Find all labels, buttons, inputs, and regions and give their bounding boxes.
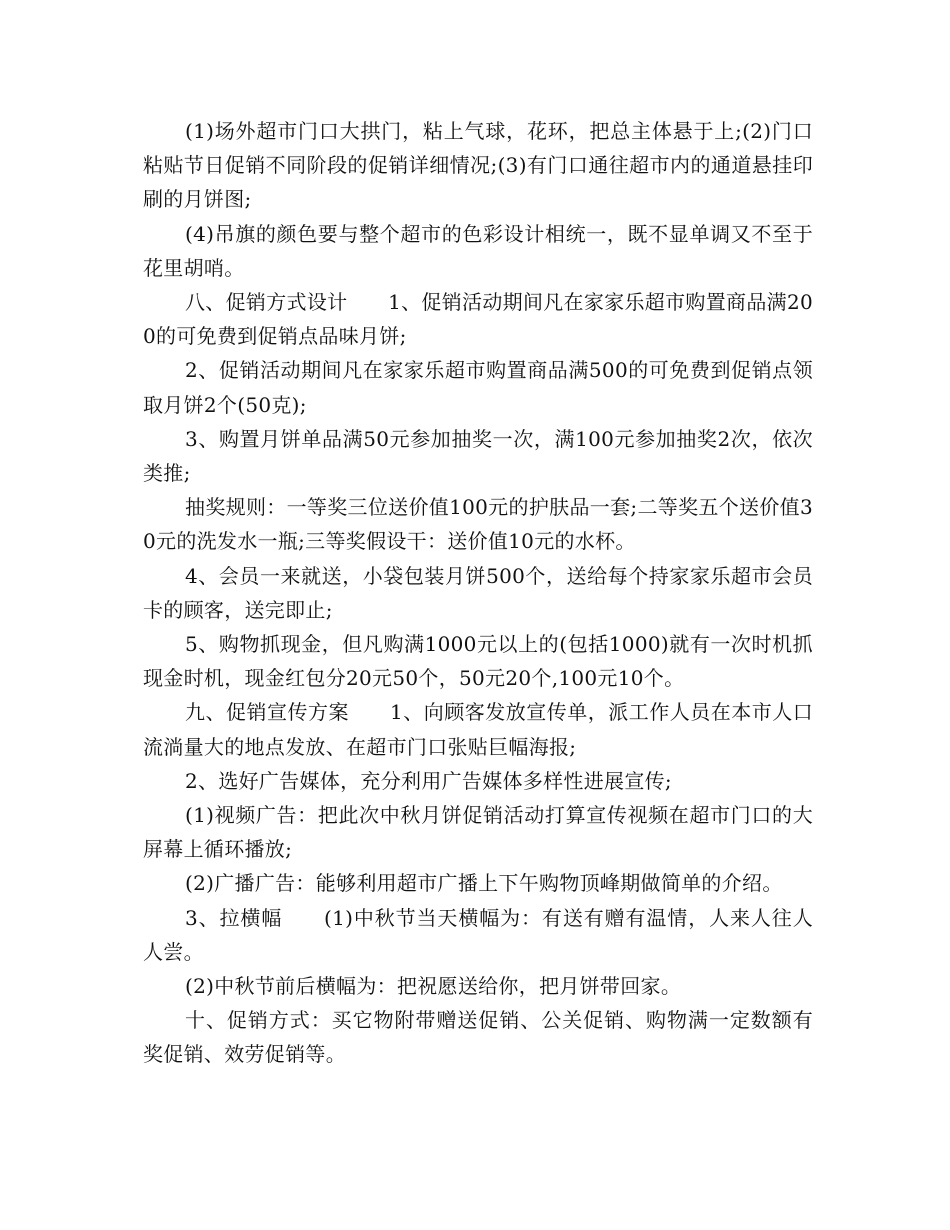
paragraph-5: 3、购置月饼单品满50元参加抽奖一次，满100元参加抽奖2次，依次类推;: [143, 426, 813, 486]
paragraph-6: 抽奖规则：一等奖三位送价值100元的护肤品一套;二等奖五个送价值30元的洗发水一瓶;三等奖假设干：送价值10元的水杯。: [143, 495, 813, 554]
paragraph-12: (2)广播广告：能够利用超市广播上下午购物顶峰期做简单的介绍。: [185, 871, 783, 896]
paragraph-11: (1)视频广告：把此次中秋月饼促销活动打算宣传视频在超市门口的大屏幕上循环播放;: [143, 803, 813, 862]
paragraph-3: 八、促销方式设计 1、促销活动期间凡在家家乐超市购置商品满200的可免费到促销点品味月饼;: [143, 290, 813, 349]
paragraph-14: (2)中秋节前后横幅为：把祝愿送给你，把月饼带回家。: [185, 974, 682, 999]
paragraph-1: (1)场外超市门口大拱门，粘上气球，花环，把总主体悬于上;(2)门口粘贴节日促销不同阶段的促销详细情况;(3)有门口通往超市内的通道悬挂印刷的月饼图;: [143, 119, 813, 212]
paragraph-13: 3、拉横幅 (1)中秋节当天横幅为：有送有赠有温情，人来人往人人尝。: [143, 905, 813, 964]
paragraph-8: 5、购物抓现金，但凡购满1000元以上的(包括1000)就有一次时机抓现金时机，现金红包分20元50个，50元20个,100元10个。: [143, 632, 813, 691]
document-body: [143, 114, 813, 1072]
paragraph-2: (4)吊旗的颜色要与整个超市的色彩设计相统一，既不显单调又不至于花里胡哨。: [143, 221, 813, 280]
paragraph-15: 十、促销方式：买它物附带赠送促销、公关促销、购物满一定数额有奖促销、效劳促销等。: [143, 1008, 813, 1067]
paragraph-9: 九、促销宣传方案 1、向顾客发放宣传单，派工作人员在本市人口流淌量大的地点发放、在超市门口张贴巨幅海报;: [143, 700, 813, 759]
paragraph-4: 2、促销活动期间凡在家家乐超市购置商品满500的可免费到促销点领取月饼2个(50克);: [143, 358, 813, 417]
paragraph-7: 4、会员一来就送，小袋包装月饼500个，送给每个持家家乐超市会员卡的顾客，送完即止;: [143, 563, 813, 622]
paragraph-10: 2、选好广告媒体，充分利用广告媒体多样性进展宣传;: [185, 768, 672, 793]
